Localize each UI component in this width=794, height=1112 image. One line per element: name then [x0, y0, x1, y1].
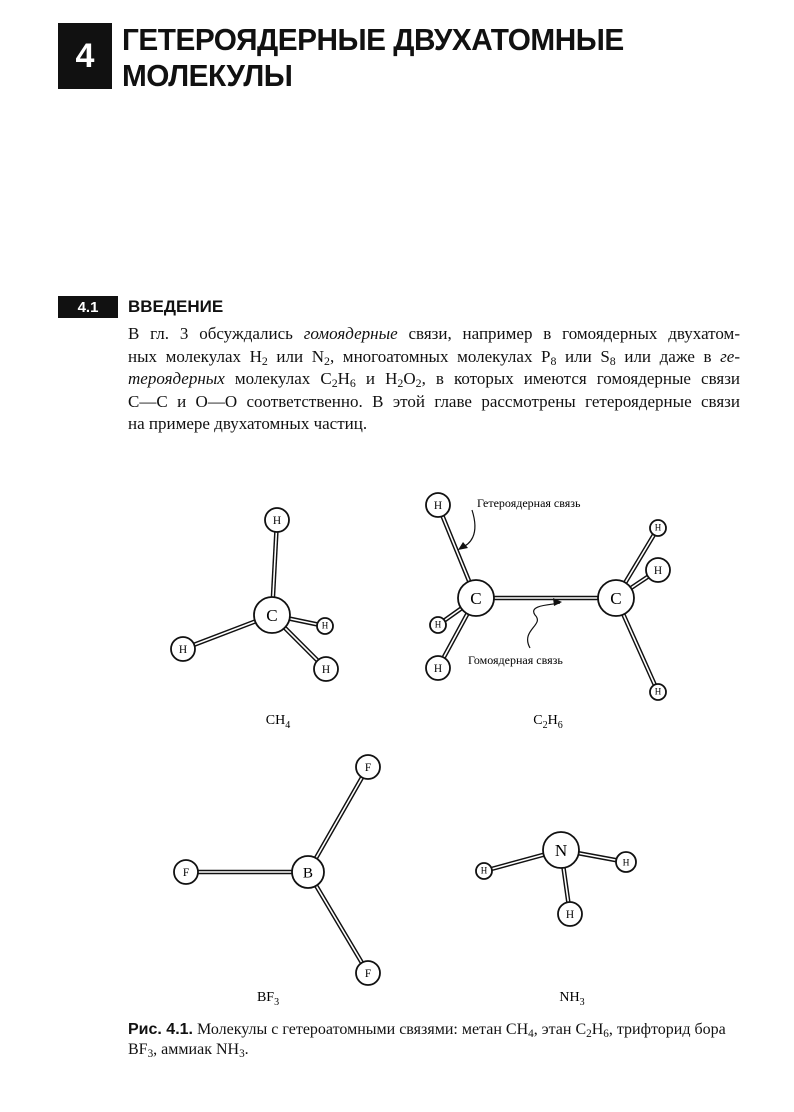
text-run: O	[403, 369, 416, 388]
atom-label: H	[433, 499, 443, 512]
text-run: , этан C	[533, 1021, 587, 1038]
text-run: или S	[556, 346, 610, 366]
text-run: на примере двухатомных частиц.	[128, 414, 368, 433]
atom-b	[292, 856, 324, 888]
text-run: .	[244, 1041, 249, 1058]
subscript: 3	[274, 997, 280, 1008]
caption-label: Рис. 4.1.	[128, 1021, 193, 1038]
atom-f	[356, 961, 380, 985]
bond	[308, 767, 368, 872]
text-run: ных молекулах H	[128, 346, 262, 366]
atom-h	[314, 657, 338, 681]
atom-label: H	[272, 514, 282, 527]
chapter-number: 4	[58, 23, 112, 89]
atom-label: H	[321, 663, 331, 676]
atom-h	[646, 558, 670, 582]
section-number: 4.1	[58, 296, 118, 318]
subscript: 6	[603, 1028, 609, 1040]
subscript: 8	[609, 353, 616, 368]
text-run: H	[591, 1021, 604, 1038]
text-run: или N	[267, 346, 324, 366]
bond-inner	[308, 872, 368, 973]
text-run: Молекулы с гетероатомными связями: метан CH	[192, 1021, 529, 1038]
text-run: , аммиак NH	[153, 1041, 240, 1058]
molecule-formula	[266, 713, 290, 731]
atom-label: F	[364, 967, 372, 980]
atom-f	[174, 860, 198, 884]
chapter-title-line: ГЕТЕРОЯДЕРНЫЕ ДВУХАТОМНЫЕ	[122, 22, 624, 57]
italic-term: тероядерных	[128, 369, 225, 388]
hetero-arrow	[460, 510, 475, 548]
text-run: или даже в	[615, 346, 721, 366]
atom-label: C	[266, 605, 278, 625]
atom-label: H	[321, 620, 329, 631]
subscript: 2	[415, 376, 422, 390]
atom-label: F	[364, 761, 372, 774]
text-run: , в которых имеются гомоядерные связи	[421, 369, 741, 388]
atom-label: H	[434, 619, 442, 630]
formula-part: NH	[559, 990, 580, 1005]
text-run: связи, например в гомоядерных двухатом-	[397, 324, 740, 343]
atom-label: H	[433, 662, 443, 675]
atom-label: F	[182, 866, 190, 879]
atom-c	[458, 580, 494, 616]
atom-h	[558, 902, 582, 926]
homo-arrow	[528, 603, 560, 648]
atom-label: C	[610, 588, 622, 608]
molecule-formula	[559, 990, 584, 1008]
atom-label: H	[622, 858, 630, 869]
subscript: 3	[579, 997, 585, 1008]
italic-term: гомоядерные	[303, 324, 398, 343]
atom-label: N	[554, 840, 568, 860]
arrowhead-icon	[458, 542, 468, 550]
homo-bond-label: Гомоядерная связь	[468, 653, 563, 667]
subscript: 6	[349, 376, 356, 390]
formula-part: BF	[256, 990, 275, 1005]
atom-label: B	[302, 864, 314, 882]
subscript: 3	[147, 1048, 154, 1060]
subscript: 4	[528, 1028, 534, 1040]
atom-f	[356, 755, 380, 779]
atom-h	[430, 617, 446, 633]
atom-h	[650, 520, 666, 536]
molecule-formula	[533, 713, 562, 731]
bond	[308, 872, 368, 973]
molecule-formula	[257, 990, 279, 1008]
text-run: молекулах C	[224, 369, 332, 388]
atom-label: H	[480, 865, 488, 876]
chapter-title-line: МОЛЕКУЛЫ	[122, 58, 293, 93]
figure-caption	[128, 1020, 740, 1060]
text-run: и H	[355, 369, 398, 388]
subscript: 2	[586, 1028, 592, 1040]
subscript: 6	[557, 720, 563, 731]
caption-text	[128, 1021, 726, 1058]
formula-part: CH	[265, 713, 286, 728]
atom-c	[254, 597, 290, 633]
atom-c	[598, 580, 634, 616]
atom-label: H	[654, 686, 662, 697]
formula-part: H	[547, 713, 558, 728]
text-run: H	[337, 369, 350, 388]
subscript: 2	[542, 720, 548, 731]
atom-label: H	[565, 908, 575, 921]
atom-label: H	[178, 643, 188, 656]
atom-h	[426, 493, 450, 517]
atom-h	[650, 684, 666, 700]
subscript: 4	[285, 720, 291, 731]
atom-h	[265, 508, 289, 532]
subscript: 2	[261, 353, 268, 368]
text-run: , трифторид бора BF	[128, 1021, 726, 1058]
text-run: В гл. 3 обсуждались	[128, 324, 304, 343]
atom-h	[317, 618, 333, 634]
atom-n	[543, 832, 579, 868]
atom-h	[426, 656, 450, 680]
atom-label: C	[470, 588, 482, 608]
italic-term: ге-	[720, 346, 740, 366]
hetero-bond-label: Гетероядерная связь	[477, 496, 581, 510]
atom-label: H	[653, 564, 663, 577]
text-run: C—C и O—O соответственно. В этой главе рассмотрены гетероядерные связи	[128, 391, 740, 411]
atom-h	[476, 863, 492, 879]
atom-h	[616, 852, 636, 872]
subscript: 2	[324, 353, 330, 368]
atom-h	[171, 637, 195, 661]
subscript: 2	[331, 376, 338, 390]
subscript: 8	[550, 353, 557, 368]
subscript: 3	[239, 1048, 245, 1060]
subscript: 2	[397, 376, 404, 390]
bond-inner	[308, 767, 368, 872]
atom-label: H	[654, 522, 662, 533]
formula-part: C	[533, 713, 543, 728]
text-run: , многоатомных молекулах P	[329, 346, 551, 366]
section-title: ВВЕДЕНИЕ	[128, 297, 224, 316]
